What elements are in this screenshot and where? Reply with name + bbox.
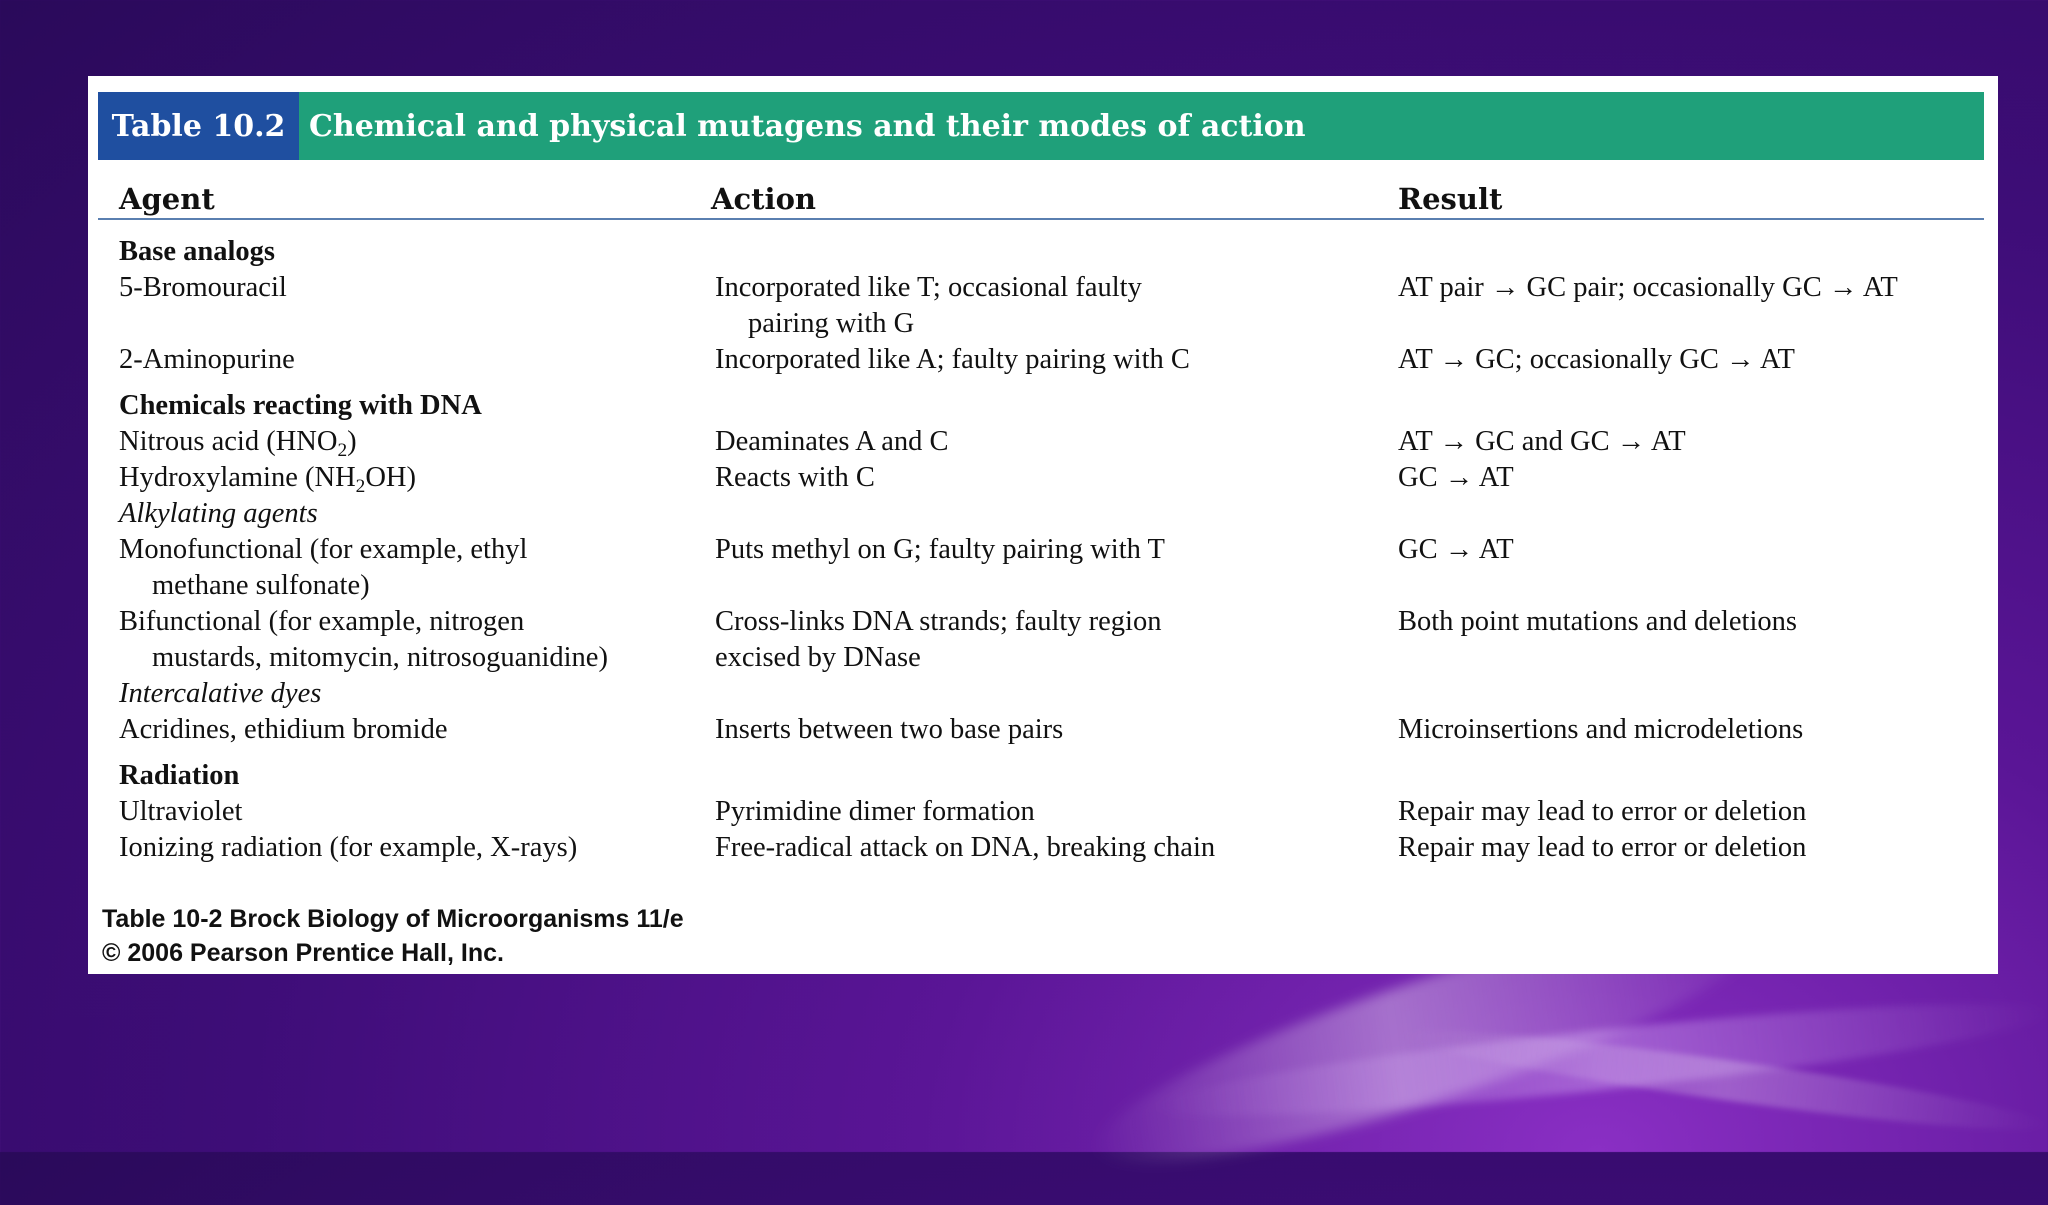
result-bifunctional: Both point mutations and deletions (1398, 606, 1797, 637)
action-5-bromouracil-line2: pairing with G (748, 308, 915, 339)
table-number: Table 10.2 (98, 92, 299, 160)
agent-bifunctional-line1: Bifunctional (for example, nitrogen (119, 606, 525, 637)
action-ionizing-radiation: Free-radical attack on DNA, breaking chain (715, 832, 1216, 863)
agent-monofunctional-line1: Monofunctional (for example, ethyl (119, 534, 528, 565)
table-title: Chemical and physical mutagens and their modes of action (309, 108, 1306, 144)
result-monofunctional: GC → AT (1398, 534, 1514, 565)
section-chemicals: Chemicals reacting with DNA (119, 390, 482, 421)
action-monofunctional: Puts methyl on G; faulty pairing with T (715, 534, 1165, 565)
agent-monofunctional-line2: methane sulfonate) (152, 570, 370, 601)
result-2-aminopurine: AT → GC; occasionally GC → AT (1398, 344, 1795, 375)
background-light-streak (1400, 1015, 2048, 1145)
action-nitrous-acid: Deaminates A and C (715, 426, 949, 457)
result-ionizing-radiation: Repair may lead to error or deletion (1398, 832, 1807, 863)
result-5-bromouracil: AT pair → GC pair; occasionally GC → AT (1398, 272, 1898, 303)
subsection-alkylating-agents: Alkylating agents (119, 498, 318, 529)
agent-nitrous-acid: Nitrous acid $(HNO_2)$ (119, 426, 357, 461)
agent-ionizing-radiation: Ionizing radiation (for example, X-rays) (119, 832, 578, 863)
background-light-streak (1149, 983, 2048, 1137)
result-ultraviolet: Repair may lead to error or deletion (1398, 796, 1807, 827)
agent-bifunctional-line2: mustards, mitomycin, nitrosoguanidine) (152, 642, 608, 673)
section-radiation: Radiation (119, 760, 240, 791)
agent-5-bromouracil: 5-Bromouracil (119, 272, 287, 303)
action-5-bromouracil-line1: Incorporated like T; occasional faulty (715, 272, 1142, 303)
agent-hydroxylamine: Hydroxylamine $(NH_2OH)$ (119, 462, 416, 497)
agent-acridines: Acridines, ethidium bromide (119, 714, 448, 745)
column-header-result: Result (1398, 182, 1503, 216)
action-ultraviolet: Pyrimidine dimer formation (715, 796, 1035, 827)
subsection-intercalative-dyes: Intercalative dyes (119, 678, 322, 709)
agent-ultraviolet: Ultraviolet (119, 796, 243, 827)
table-title-bar (98, 92, 1984, 160)
table-card (88, 76, 1998, 974)
result-hydroxylamine: GC → AT (1398, 462, 1514, 493)
action-bifunctional-line1: Cross-links DNA strands; faulty region (715, 606, 1162, 637)
result-acridines: Microinsertions and microdeletions (1398, 714, 1804, 745)
copyright-notice: © 2006 Pearson Prentice Hall, Inc. (102, 939, 504, 967)
action-2-aminopurine: Incorporated like A; faulty pairing with C (715, 344, 1190, 375)
action-bifunctional-line2: excised by DNase (715, 642, 921, 673)
result-nitrous-acid: AT → GC and GC → AT (1398, 426, 1686, 457)
source-citation: Table 10-2 Brock Biology of Microorganisms 11/e (102, 905, 684, 933)
action-acridines: Inserts between two base pairs (715, 714, 1064, 745)
header-divider (98, 218, 1984, 220)
section-base-analogs: Base analogs (119, 236, 275, 267)
column-header-action: Action (711, 182, 816, 216)
action-hydroxylamine: Reacts with C (715, 462, 875, 493)
agent-2-aminopurine: 2-Aminopurine (119, 344, 295, 375)
column-header-agent: Agent (119, 182, 215, 216)
